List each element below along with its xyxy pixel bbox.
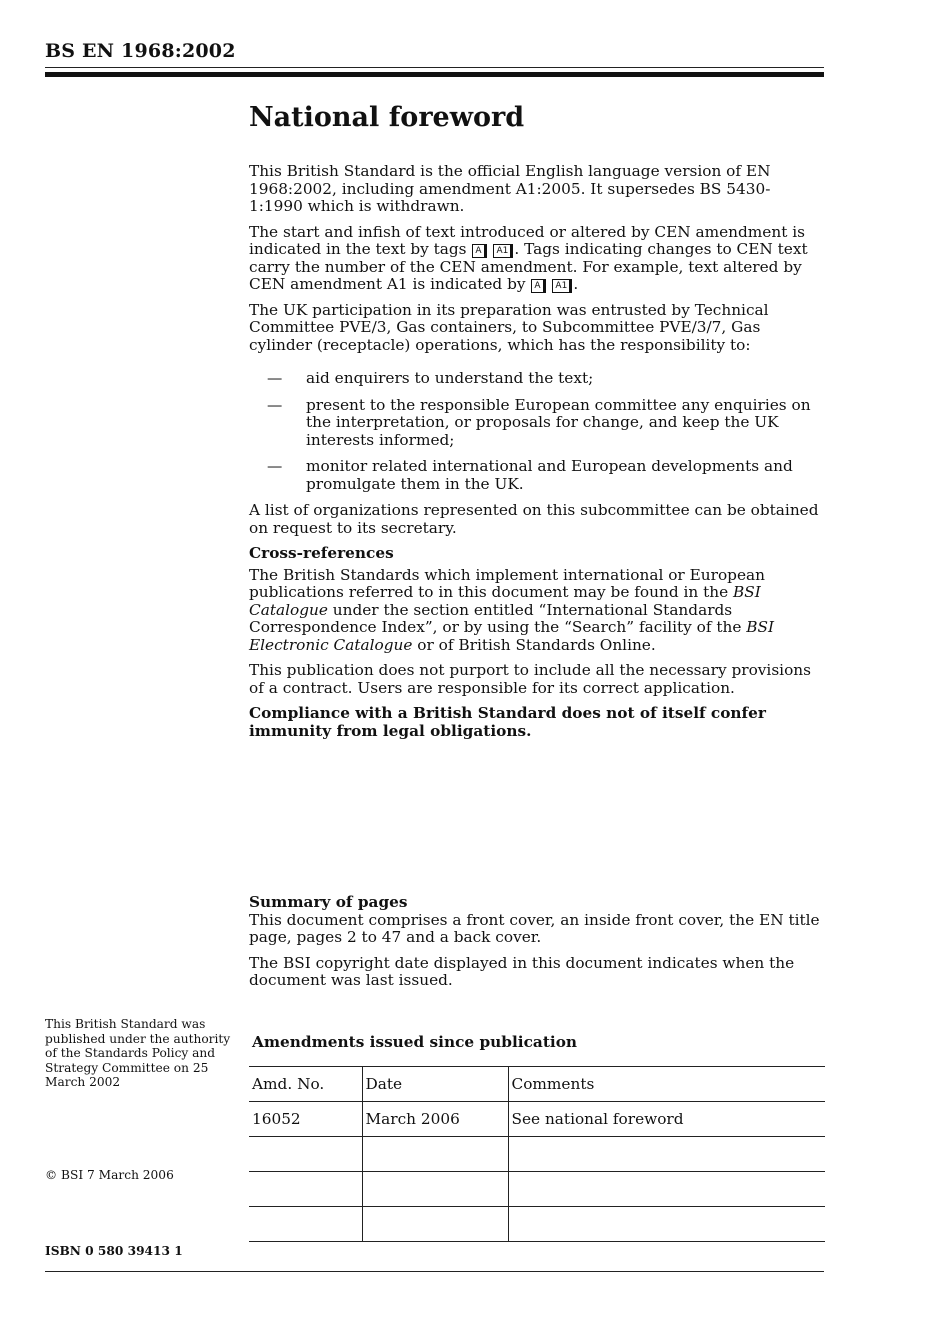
cross-ref-text-3: or of British Standards Online. (412, 635, 656, 654)
footer-rule (45, 1271, 824, 1272)
amendments-title: Amendments issued since publication (252, 1033, 578, 1051)
table-cell (508, 1172, 825, 1207)
bsi-catalogue-ref: BSI Catalogue (249, 583, 761, 619)
table-cell (508, 1207, 825, 1242)
cross-references-heading: Cross-references (249, 544, 394, 562)
tags-text-3: . (573, 275, 579, 293)
standard-id: BS EN 1968:2002 (45, 40, 236, 62)
table-row (249, 1102, 825, 1137)
intro-paragraph: This British Standard is the official English language version of EN 1968:2002, including amendment A1:2005. It supersedes BS 5430-1:1990 which is withdrawn. (249, 162, 771, 215)
column-header-amd-no: Amd. No. (249, 1067, 362, 1102)
cross-ref-text-2: under the section entitled “International Standards Correspondence Index”, or by using the “Search” facility of the (249, 600, 747, 636)
responsibility-item (249, 397, 824, 450)
bsi-electronic-catalogue-ref: BSI Electronic Catalogue (249, 618, 775, 654)
compliance-paragraph: Compliance with a British Standard does not of itself confer immunity from legal obligations. (249, 704, 766, 740)
foreword-body (249, 163, 824, 748)
provisions-paragraph: This publication does not purport to include all the necessary provisions of a contract. Users are responsible for its correct application. (249, 661, 811, 697)
header-rule-thick (45, 72, 824, 77)
summary-heading: Summary of pages (249, 893, 408, 911)
amendment-a1-close-tag-icon: A1 (552, 279, 572, 293)
tags-text-2: . Tags indicating changes to CEN text carry the number of the CEN amendment. For example, text altered by CEN amendment A1 is indicated by (249, 240, 808, 293)
copyright-note: © BSI 7 March 2006 (45, 1168, 174, 1182)
column-header-date: Date (362, 1067, 508, 1102)
summary-of-pages (249, 894, 824, 998)
list-dash: — (267, 457, 283, 475)
isbn: ISBN 0 580 39413 1 (45, 1244, 183, 1258)
table-cell (249, 1137, 362, 1172)
responsibility-item (249, 458, 824, 493)
page-title: National foreword (249, 102, 525, 133)
list-item-text: monitor related international and European developments and promulgate them in the UK. (306, 457, 793, 493)
authority-note: This British Standard was published under the authority of the Standards Policy and Strategy Committee on 25 March 2002 (45, 1017, 231, 1089)
table-row (249, 1172, 825, 1207)
table-cell (362, 1207, 508, 1242)
list-dash: — (267, 395, 283, 414)
table-cell: March 2006 (362, 1102, 508, 1137)
table-cell (362, 1172, 508, 1207)
org-list-paragraph: A list of organizations represented on this subcommittee can be obtained on request to its secretary. (249, 501, 819, 537)
summary-text: This document comprises a front cover, an inside front cover, the EN title page, pages 2 to 47 and a back cover. (249, 910, 820, 946)
table-cell (249, 1172, 362, 1207)
column-header-comments: Comments (508, 1067, 825, 1102)
tags-paragraph (249, 224, 824, 294)
table-cell (249, 1207, 362, 1242)
table-header-row (249, 1067, 825, 1102)
amendment-a1-open-tag-icon: A (531, 279, 545, 293)
amendment-close-tag-icon: A1 (493, 244, 513, 258)
cross-references-paragraph (249, 567, 824, 655)
table-cell: 16052 (249, 1102, 362, 1137)
table-cell (362, 1137, 508, 1172)
amendment-open-tag-icon: A (472, 244, 486, 258)
table-cell (508, 1137, 825, 1172)
participation-paragraph: The UK participation in its preparation was entrusted by Technical Committee PVE/3, Gas containers, to Subcommittee PVE/3/7, Gas cylinder (receptacle) operations, which has the responsibility to: (249, 300, 769, 354)
table-row (249, 1207, 825, 1242)
copyright-date-note: The BSI copyright date displayed in this document indicates when the document was last issued. (249, 953, 795, 989)
header-rule-thin (45, 67, 824, 68)
list-item-text: present to the responsible European committee any enquiries on the interpretation, or proposals for change, and keep the UK interests informed; (306, 395, 811, 449)
cross-ref-text-1: The British Standards which implement international or European publications referred to in this document may be found in the (249, 565, 765, 601)
tags-text-1: The start and infish of text introduced or altered by CEN amendment is indicated in the text by tags (249, 222, 805, 258)
table-cell: See national foreword (508, 1102, 825, 1137)
list-dash: — (267, 369, 283, 387)
responsibility-item (249, 370, 824, 388)
amendments-table (249, 1066, 825, 1242)
list-item-text: aid enquirers to understand the text; (306, 369, 594, 387)
table-row (249, 1137, 825, 1172)
